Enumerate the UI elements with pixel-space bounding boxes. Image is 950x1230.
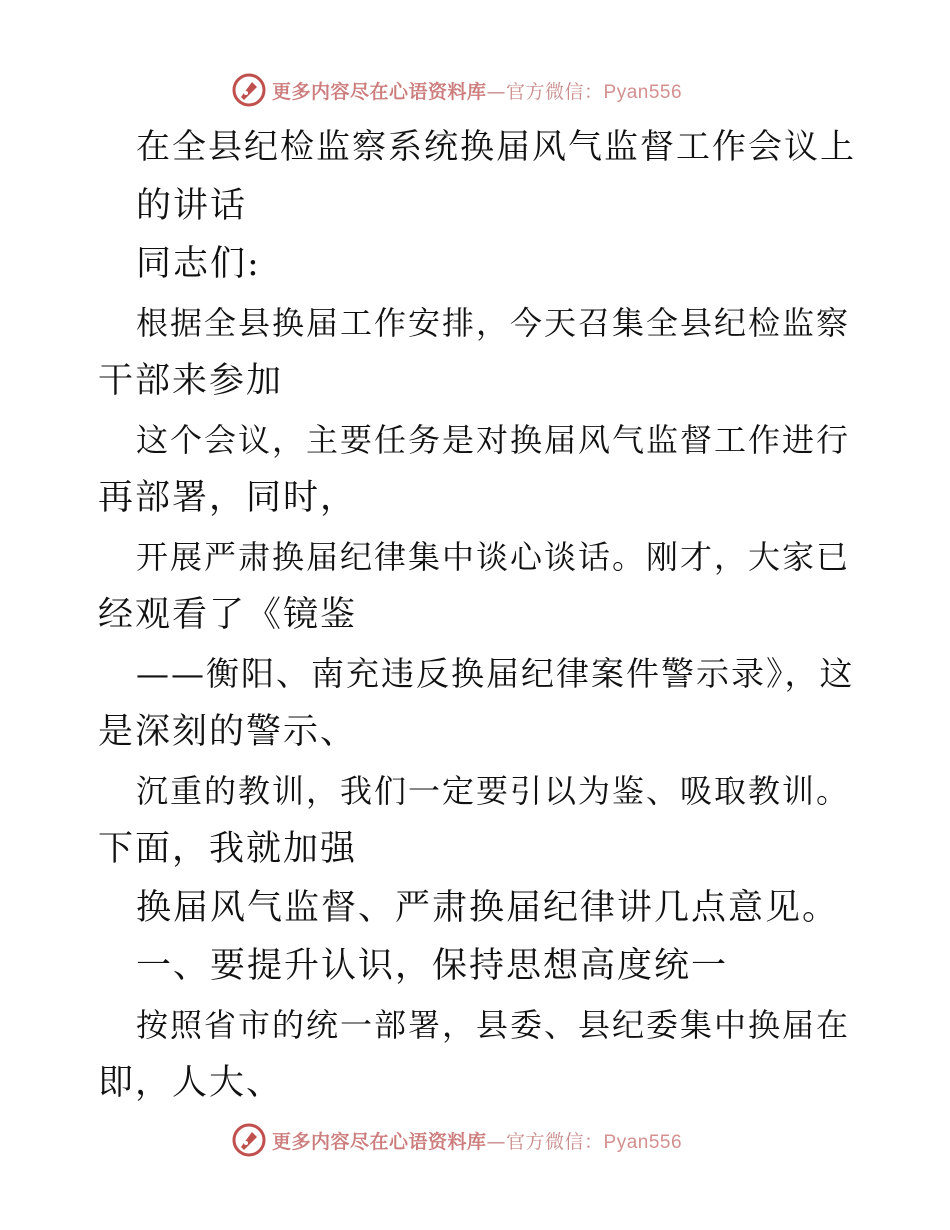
watermark-part1: 更多内容尽在心语资料库 <box>272 1130 487 1153</box>
watermark-id: Pyan556 <box>603 81 683 103</box>
title-line: 的讲话 <box>136 185 248 226</box>
paragraph-line: 换届风气监督、严肃换届纪律讲几点意见。 <box>136 887 840 928</box>
pen-nib-circle-icon <box>232 1123 266 1157</box>
watermark-part1: 更多内容尽在心语资料库 <box>272 80 487 103</box>
paragraph-line: 下面，我就加强 <box>98 829 358 869</box>
title-line: 在全县纪检监察系统换届风气监督工作会议上 <box>136 127 856 167</box>
salutation-line: 同志们: <box>136 244 261 284</box>
paragraph-line: 这个会议，主要任务是对换届风气监督工作进行 <box>136 420 851 459</box>
paragraph-line: 是深刻的警示、 <box>98 712 358 752</box>
section-heading: 一、要提升认识，保持思想高度统一 <box>136 946 729 986</box>
watermark-text <box>272 77 682 104</box>
watermark-text <box>272 1127 682 1154</box>
paragraph-line: 开展严肃换届纪律集中谈心谈话。刚才，大家已 <box>136 537 851 576</box>
paragraph-line: 即，人大、 <box>98 1063 284 1103</box>
paragraph-line: 干部来参加 <box>98 361 284 401</box>
speech-body <box>98 118 858 1113</box>
watermark-dash: — <box>486 80 507 103</box>
watermark-dash: — <box>486 1130 507 1153</box>
pen-nib-circle-icon <box>232 73 266 107</box>
watermark-id: Pyan556 <box>603 1131 683 1153</box>
watermark-part2: 官方微信： <box>506 1130 604 1153</box>
watermark-part2: 官方微信： <box>506 80 604 103</box>
paragraph-line: 沉重的教训，我们一定要引以为鉴、吸取教训。 <box>136 771 851 810</box>
paragraph-line: 经观看了《镜鉴 <box>98 595 358 635</box>
header-watermark <box>232 70 682 110</box>
paragraph-line: 按照省市的统一部署，县委、县纪委集中换届在 <box>136 1005 851 1044</box>
paragraph-line: ——衡阳、南充违反换届纪律案件警示录》，这 <box>136 653 855 693</box>
paragraph-line: 再部署，同时， <box>98 478 358 518</box>
footer-watermark <box>232 1120 682 1160</box>
paragraph-line: 根据全县换届工作安排，今天召集全县纪检监察 <box>136 303 851 342</box>
